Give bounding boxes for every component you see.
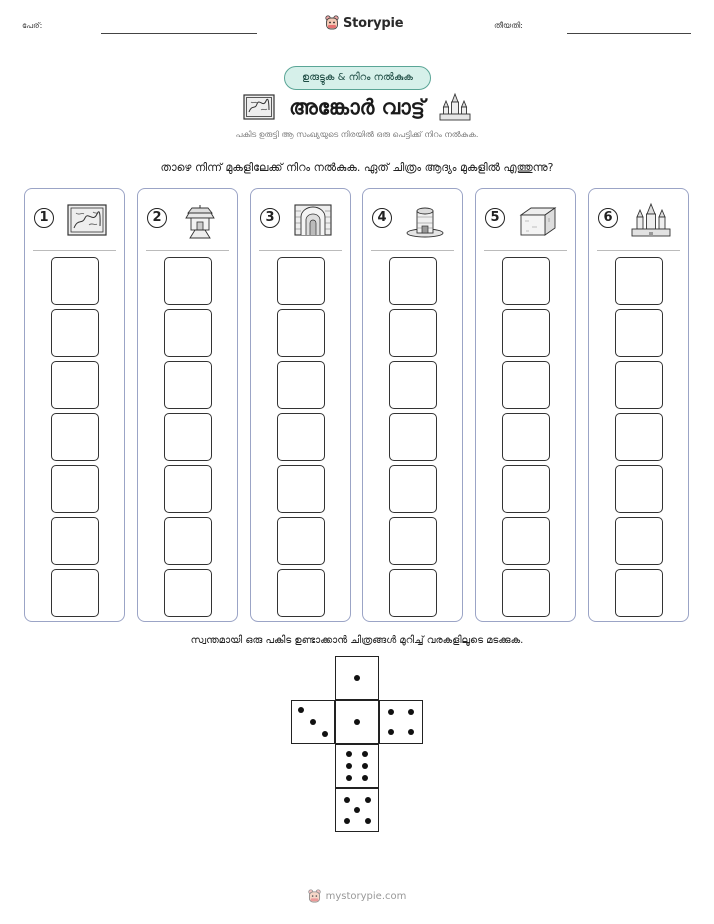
- roll-column-2: [137, 188, 238, 622]
- color-box[interactable]: [51, 465, 99, 513]
- carved-relief-icon: [243, 94, 275, 120]
- dice-pip: [346, 751, 352, 757]
- dice-net: [290, 656, 424, 834]
- roll-column-1: [24, 188, 125, 622]
- color-box[interactable]: [51, 257, 99, 305]
- color-box[interactable]: [164, 569, 212, 617]
- column-divider: [484, 250, 567, 251]
- dice-face-5: [335, 788, 379, 832]
- stone-corridor-icon: [291, 201, 335, 239]
- page-title: അങ്കോർ വാട്ട്: [289, 94, 425, 119]
- dice-pip: [408, 709, 414, 715]
- storypie-mascot-icon: [308, 889, 321, 904]
- roll-column-5: [475, 188, 576, 622]
- name-line[interactable]: [101, 33, 257, 34]
- dice-face-1: [335, 700, 379, 744]
- column-divider: [259, 250, 342, 251]
- dice-pip: [354, 719, 360, 725]
- carved-relief-icon: [65, 201, 109, 239]
- column-divider: [33, 250, 116, 251]
- dice-pip: [310, 719, 316, 725]
- dice-pip: [346, 775, 352, 781]
- dice-pip: [344, 797, 350, 803]
- color-box[interactable]: [502, 517, 550, 565]
- color-box[interactable]: [51, 517, 99, 565]
- title-row: [0, 90, 714, 124]
- color-box[interactable]: [277, 309, 325, 357]
- angkor-wat-temple-icon: [629, 201, 673, 239]
- color-box[interactable]: [277, 569, 325, 617]
- dice-pip: [388, 729, 394, 735]
- column-header: [251, 189, 350, 251]
- color-box[interactable]: [277, 361, 325, 409]
- column-divider: [597, 250, 680, 251]
- column-divider: [146, 250, 229, 251]
- name-label: പേര്:: [22, 21, 43, 30]
- color-box[interactable]: [389, 309, 437, 357]
- dice-pip: [354, 675, 360, 681]
- color-box[interactable]: [502, 257, 550, 305]
- dice-pip: [408, 729, 414, 735]
- activity-badge: ഉരുട്ടുക & നിറം നൽകുക: [284, 66, 431, 90]
- column-number: 6: [598, 208, 618, 228]
- color-box[interactable]: [615, 257, 663, 305]
- dice-face-3: [291, 700, 335, 744]
- storypie-mascot-icon: [325, 15, 339, 31]
- dice-pip: [322, 731, 328, 737]
- column-number: 5: [485, 208, 505, 228]
- color-box[interactable]: [277, 413, 325, 461]
- column-number: 1: [34, 208, 54, 228]
- column-number: 3: [260, 208, 280, 228]
- color-box[interactable]: [164, 257, 212, 305]
- color-box[interactable]: [277, 517, 325, 565]
- dice-pip: [388, 709, 394, 715]
- roll-column-6: [588, 188, 689, 622]
- date-line[interactable]: [567, 33, 691, 34]
- color-box[interactable]: [164, 413, 212, 461]
- column-header: [363, 189, 462, 251]
- dice-pip: [344, 818, 350, 824]
- color-box[interactable]: [389, 569, 437, 617]
- column-header: [476, 189, 575, 251]
- dice-face-1: [335, 656, 379, 700]
- color-box[interactable]: [277, 465, 325, 513]
- color-box[interactable]: [389, 413, 437, 461]
- angkor-wat-temple-icon: [439, 92, 471, 122]
- column-number: 4: [372, 208, 392, 228]
- color-box[interactable]: [389, 257, 437, 305]
- color-box[interactable]: [502, 569, 550, 617]
- color-box[interactable]: [502, 465, 550, 513]
- color-box[interactable]: [164, 361, 212, 409]
- footer: [0, 886, 714, 906]
- color-box[interactable]: [502, 413, 550, 461]
- color-box[interactable]: [502, 309, 550, 357]
- color-box[interactable]: [164, 465, 212, 513]
- color-box[interactable]: [51, 309, 99, 357]
- color-box[interactable]: [277, 257, 325, 305]
- dice-pip: [365, 797, 371, 803]
- stone-block-icon: [516, 201, 560, 239]
- round-stone-tower-icon: [403, 201, 447, 239]
- column-header: [138, 189, 237, 251]
- color-box[interactable]: [615, 517, 663, 565]
- color-box[interactable]: [615, 309, 663, 357]
- column-header: [25, 189, 124, 251]
- color-box[interactable]: [615, 569, 663, 617]
- color-box[interactable]: [389, 517, 437, 565]
- color-box[interactable]: [389, 465, 437, 513]
- color-box[interactable]: [615, 413, 663, 461]
- color-box[interactable]: [51, 361, 99, 409]
- color-box[interactable]: [51, 569, 99, 617]
- dice-pip: [362, 763, 368, 769]
- column-number: 2: [147, 208, 167, 228]
- dice-pip: [346, 763, 352, 769]
- color-box[interactable]: [389, 361, 437, 409]
- color-box[interactable]: [615, 361, 663, 409]
- color-box[interactable]: [164, 517, 212, 565]
- temple-gate-icon: [178, 201, 222, 239]
- dice-pip: [298, 707, 304, 713]
- footer-url[interactable]: mystorypie.com: [325, 890, 407, 902]
- dice-pip: [362, 751, 368, 757]
- dice-face-4: [379, 700, 423, 744]
- brand-name: Storypie: [343, 15, 404, 31]
- color-box[interactable]: [51, 413, 99, 461]
- fold-instruction: സ്വന്തമായി ഒരു പകിട ഉണ്ടാക്കാൻ ചിത്രങ്ങൾ മുറിച്ച് വരകളിലൂടെ മടക്കുക.: [190, 635, 524, 646]
- brand-logo: [325, 12, 403, 34]
- dice-pip: [362, 775, 368, 781]
- roll-column-3: [250, 188, 351, 622]
- roll-column-4: [362, 188, 463, 622]
- subtitle: പകിട ഉരുട്ടി ആ സംഖ്യയുടെ നിരയിൽ ഒരു പെട്ടിക്ക് നിറം നൽകുക.: [235, 130, 479, 139]
- date-label: തീയതി:: [494, 21, 523, 30]
- dice-face-6: [335, 744, 379, 788]
- dice-pip: [365, 818, 371, 824]
- dice-pip: [354, 807, 360, 813]
- instruction: താഴെ നിന്ന് മുകളിലേക്ക് നിറം നൽകുക. ഏത് ചിത്രം ആദ്യം മുകളിൽ എത്തുന്നു?: [160, 161, 554, 174]
- column-header: [589, 189, 688, 251]
- color-box[interactable]: [502, 361, 550, 409]
- color-box[interactable]: [164, 309, 212, 357]
- color-box[interactable]: [615, 465, 663, 513]
- column-divider: [371, 250, 454, 251]
